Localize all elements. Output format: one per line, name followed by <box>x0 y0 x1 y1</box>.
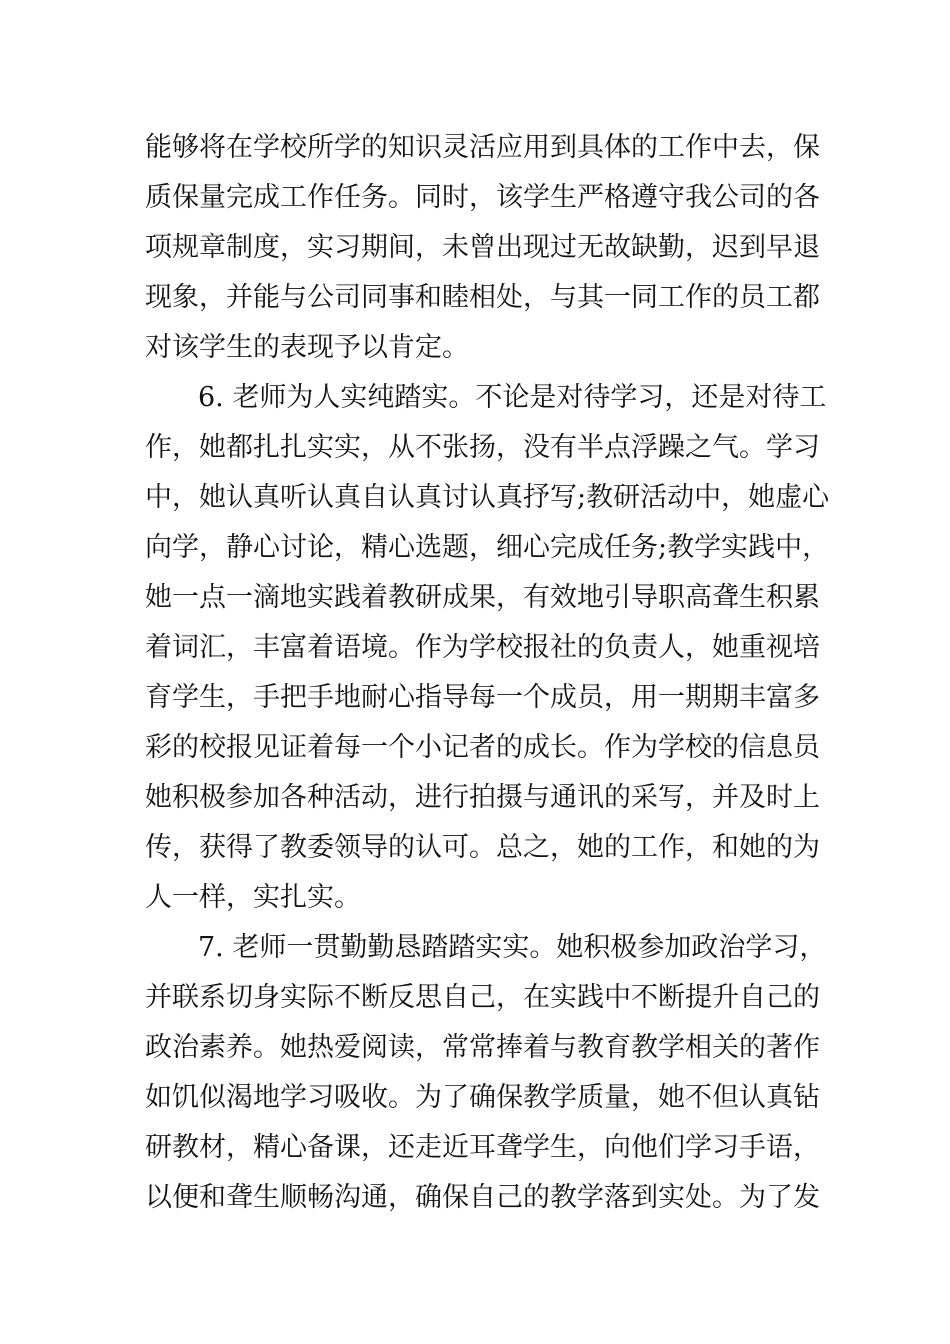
paragraph-line: 彩的校报见证着每一个小记者的成长。作为学校的信息员 <box>145 732 820 763</box>
paragraph-line: 作，她都扎扎实实，从不张扬，没有半点浮躁之气。学习 <box>145 432 820 463</box>
paragraph-line: 传，获得了教委领导的认可。总之，她的工作，和她的为 <box>145 832 820 863</box>
paragraph-line: 对该学生的表现予以肯定。 <box>145 332 469 363</box>
paragraph-line: 如饥似渴地学习吸收。为了确保教学质量，她不但认真钻 <box>145 1082 820 1113</box>
paragraph-line: 她积极参加各种活动，进行拍摄与通讯的采写，并及时上 <box>145 782 820 813</box>
paragraph-line: 现象，并能与公司同事和睦相处，与其一同工作的员工都 <box>145 282 820 313</box>
paragraph-line: 并联系切身实际不断反思自己，在实践中不断提升自己的 <box>145 982 820 1013</box>
paragraph-line: 向学，静心讨论，精心选题，细心完成任务;教学实践中， <box>145 532 830 563</box>
paragraph-line: 质保量完成工作任务。同时，该学生严格遵守我公司的各 <box>145 182 820 213</box>
paragraph-line: 着词汇，丰富着语境。作为学校报社的负责人，她重视培 <box>145 632 820 663</box>
paragraph-line: 中，她认真听认真自认真讨认真抒写;教研活动中，她虚心 <box>145 482 830 513</box>
paragraph-line: 人一样，实扎实。 <box>145 882 361 913</box>
paragraph-line: 她一点一滴地实践着教研成果，有效地引导职高聋生积累 <box>145 582 820 613</box>
paragraph-line: 研教材，精心备课，还走近耳聋学生，向他们学习手语， <box>145 1132 820 1163</box>
paragraph-line: 项规章制度，实习期间，未曾出现过无故缺勤，迟到早退 <box>145 232 820 263</box>
paragraph-first-line: 6. 老师为人实纯踏实。不论是对待学习，还是对待工 <box>198 382 827 413</box>
paragraph-line: 以便和聋生顺畅沟通，确保自己的教学落到实处。为了发 <box>145 1182 820 1213</box>
paragraph-line: 政治素养。她热爱阅读，常常捧着与教育教学相关的著作 <box>145 1032 820 1063</box>
paragraph-line: 能够将在学校所学的知识灵活应用到具体的工作中去，保 <box>145 132 820 163</box>
paragraph-line: 育学生，手把手地耐心指导每一个成员，用一期期丰富多 <box>145 682 820 713</box>
paragraph-first-line: 7. 老师一贯勤勤恳踏踏实实。她积极参加政治学习， <box>198 932 827 963</box>
